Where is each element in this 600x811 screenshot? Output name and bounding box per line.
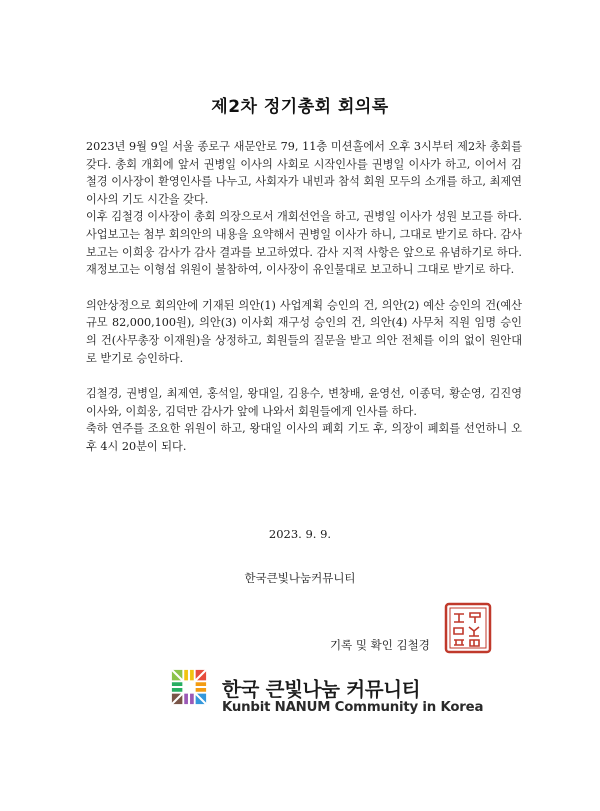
paragraph-introductions: 김철경, 권병일, 최제연, 홍석일, 왕대일, 김용수, 변창배, 윤영선, 이종덕, 황순영, 김진영 이사와, 이희웅, 김덕만 감사가 앞에 나와서 회원들에게 인사를 하다.	[86, 387, 522, 418]
document-body	[86, 138, 522, 456]
recorder-signature-line: 기록 및 확인 김철경	[330, 638, 430, 652]
document-date: 2023. 9. 9.	[268, 527, 332, 541]
document-title: 제2차 정기총회 회의록	[211, 97, 389, 117]
organization-name: 한국큰빛나눔커뮤니티	[244, 571, 356, 585]
paragraph-meeting-opening: 2023년 9월 9일 서울 종로구 새문안로 79, 11층 미션홀에서 오후 3시부터 제2차 총회를 갖다. 총회 개회에 앞서 권병일 이사의 사회로 시작인사를 권병일 이사가 하고, 이어서 김철경 이사장이 환영인사를 나누고, 사회자가 내빈과 참석 회원 모두의 소개를 하고, 최제연 이사의 기도 시간을 갖다.	[86, 140, 522, 206]
kunbit-logo-icon	[170, 668, 208, 706]
logo-english-name: Kunbit NANUM Community in Korea	[222, 700, 484, 715]
seal-stamp-icon	[444, 602, 492, 654]
paragraph-closing: 축하 연주를 조요한 위원이 하고, 왕대일 이사의 폐회 기도 후, 의장이 폐회를 선언하니 오후 4시 20분이 되다.	[86, 422, 522, 453]
logo-korean-name: 한국 큰빛나눔 커뮤니티	[222, 678, 421, 701]
paragraph-agenda: 의안상정으로 회의안에 기재된 의안(1) 사업계획 승인의 건, 의안(2) 예산 승인의 건(예산 규모 82,000,100원), 의안(3) 이사회 재구성 승인의 건, 의안(4) 사무처 직원 임명 승인의 건(사무총장 이재원)을 상정하고, 회원들의 질문을 받고 의안 전체를 이의 없이 원안대로 받기로 승인하다.	[86, 298, 522, 365]
paragraph-reports: 이후 김철경 이사장이 총회 의장으로서 개회선언을 하고, 권병일 이사가 성원 보고를 하다. 사업보고는 첨부 회의안의 내용을 요약해서 권병일 이사가 하니, 그대로 받기로 하다. 감사보고는 이희웅 감사가 감사 결과를 보고하였다. 감사 지적 사항은 앞으로 유념하기로 하다. 재정보고는 이형섭 위원이 불참하여, 이사장이 유인물대로 보고하니 그대로 받기로 하다.	[86, 210, 522, 277]
